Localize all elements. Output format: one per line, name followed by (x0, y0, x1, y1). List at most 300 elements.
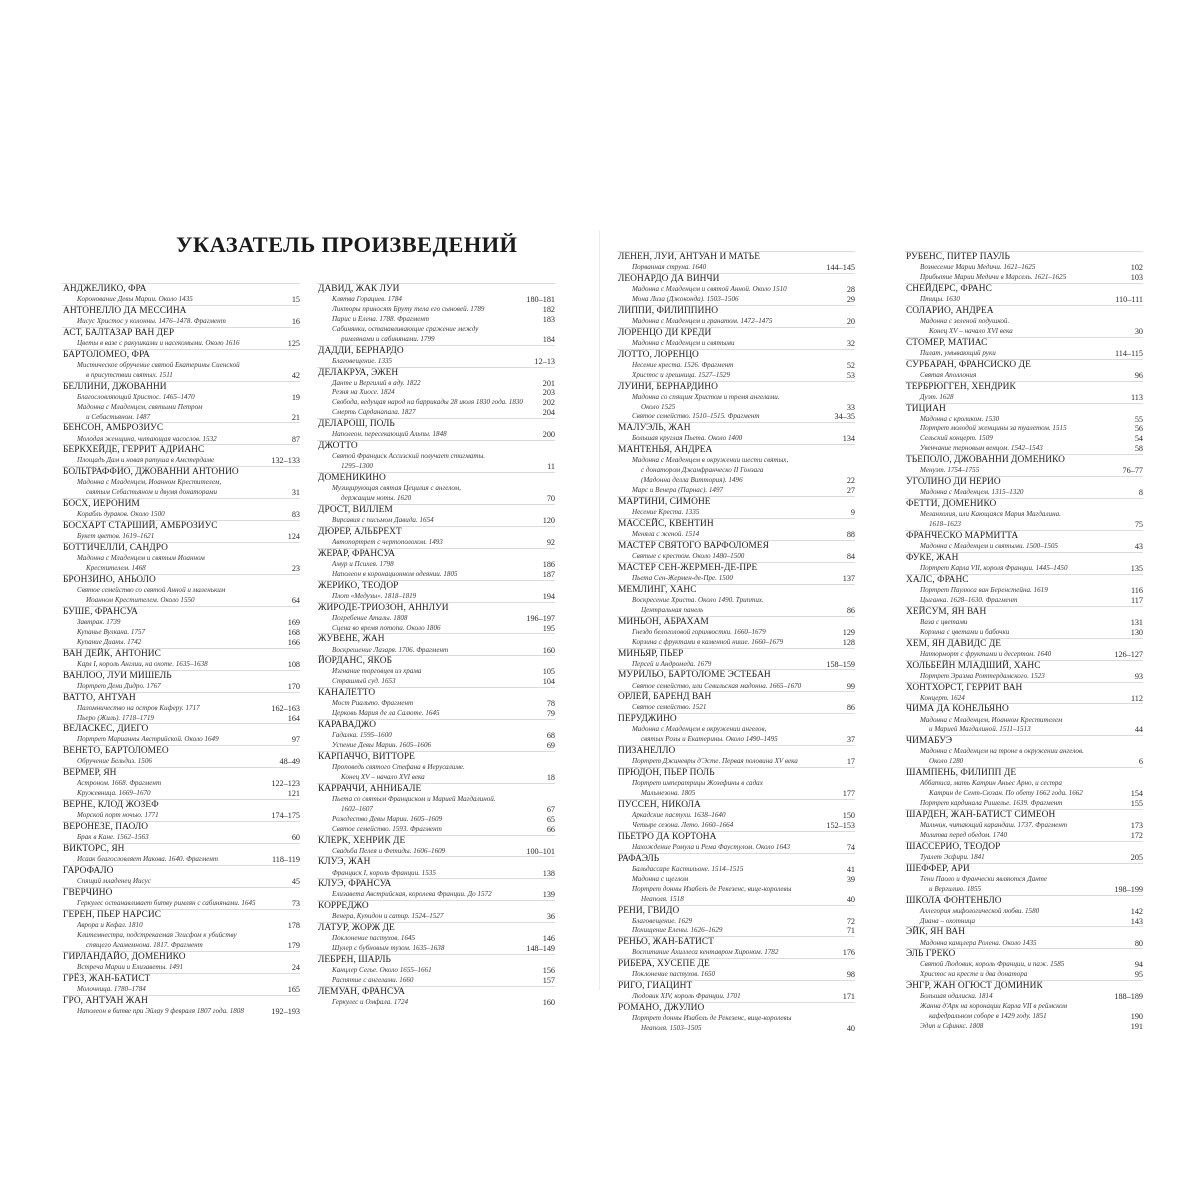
work-entry (317, 699, 555, 709)
page-number: 19 (291, 392, 300, 402)
work-title: Меланхолия, или Кающаяся Мария Магдалина. 1618–1623 (920, 510, 1061, 529)
page-number: 126–127 (1114, 649, 1143, 659)
page-number: 95 (1134, 970, 1143, 980)
work-entry (62, 435, 300, 445)
index-entry (617, 349, 855, 381)
work-title: Карл I, король Англии, на охоте. 1635–1638 (77, 659, 208, 668)
work-entry (62, 704, 300, 714)
index-entry (617, 584, 855, 616)
work-entry (617, 361, 855, 371)
work-title: Портрет Паулюса ван Беренстейна. 1619 (920, 585, 1048, 594)
work-entry (617, 992, 855, 1002)
index-entry (317, 526, 555, 548)
work-title: Коронование Девы Марии. Около 1435 (77, 295, 193, 304)
index-entry (905, 552, 1143, 574)
artist-name: БУШЕ, ФРАНСУА (62, 606, 300, 618)
page-number: 56 (1134, 424, 1143, 434)
index-entry (617, 562, 855, 584)
work-entry (617, 917, 855, 927)
artist-name: ГВЕРЧИНО (62, 887, 300, 899)
work-entry (617, 948, 855, 958)
artist-name: ФЕТТИ, ДОМЕНИКО (905, 498, 1143, 510)
work-entry (617, 371, 855, 381)
page-number: 120 (542, 515, 555, 525)
index-entry (62, 843, 300, 865)
artist-name: СУРБАРАН, ФРАНСИСКО ДЕ (905, 359, 1143, 371)
page-number: 180–181 (526, 295, 555, 305)
page-number: 78 (546, 699, 555, 709)
work-title: Страшный суд. 1653 (332, 677, 396, 686)
index-entry (905, 337, 1143, 359)
artist-name: ЖИРОДЕ-ТРИОЗОН, АННЛУИ (317, 602, 555, 614)
index-entry (317, 655, 555, 687)
artist-name: ЛЕМУАН, ФРАНСУА (317, 986, 555, 998)
index-entry (905, 841, 1143, 863)
work-title: Корабль дураков. Около 1500 (77, 510, 165, 519)
work-title: Мона Лиза (Джоконда). 1503–1506 (632, 294, 739, 303)
index-entry (317, 954, 555, 986)
page-number: 112 (1131, 693, 1143, 703)
work-entry (62, 478, 300, 498)
page-number: 131 (1130, 617, 1143, 627)
index-entry (317, 418, 555, 440)
page-number: 179 (287, 940, 300, 950)
work-entry (617, 821, 855, 831)
work-entry (617, 682, 855, 692)
page-number: 72 (846, 916, 855, 926)
index-entry (617, 327, 855, 349)
page-number: 204 (542, 408, 555, 418)
work-entry (317, 315, 555, 325)
work-entry (317, 592, 555, 602)
index-entry (62, 692, 300, 724)
page-number: 6 (1138, 757, 1143, 767)
page-number: 138 (542, 868, 555, 878)
index-entry (617, 273, 855, 305)
index-entry (62, 670, 300, 692)
artist-name: РОМАНО, ДЖУЛИО (617, 1002, 855, 1014)
index-entry (62, 767, 300, 799)
page-number: 79 (546, 709, 555, 719)
work-entry (905, 821, 1143, 831)
page-number: 11 (547, 462, 555, 472)
work-entry (317, 966, 555, 976)
page-number: 52 (846, 360, 855, 370)
work-title: Портрет Марианны Австрийской. Около 1649 (77, 735, 219, 744)
page-number: 160 (542, 998, 555, 1008)
artist-name: ХОНТХОРСТ, ГЕРРИТ ВАН (905, 682, 1143, 694)
index-entry (317, 687, 555, 719)
work-entry (62, 735, 300, 745)
page-number: 176 (842, 948, 855, 958)
artist-name: КЛУЭ, ФРАНСУА (317, 878, 555, 890)
page-number: 86 (846, 605, 855, 615)
artist-name: ШЕФФЕР, АРИ (905, 863, 1143, 875)
work-title: Погребение Аталы. 1808 (332, 613, 408, 622)
work-title: Портрет Карла VII, короля Франции. 1445–1450 (920, 563, 1068, 572)
artist-name: ДЕЛАРОШ, ПОЛЬ (317, 418, 555, 430)
work-title: Геркулес и Омфала. 1724 (332, 998, 409, 1007)
page-number: 84 (846, 551, 855, 561)
work-entry (617, 1014, 855, 1034)
page-number: 191 (1130, 1022, 1143, 1032)
index-entry (905, 682, 1143, 704)
index-entry (317, 986, 555, 1008)
page-number: 28 (846, 285, 855, 294)
work-entry (62, 811, 300, 821)
work-title: Морской порт ночью. 1771 (77, 811, 159, 820)
page-number: 17 (846, 757, 855, 767)
page-number: 108 (287, 659, 300, 669)
artist-name: ДЮРЕР, АЛЬБРЕХТ (317, 526, 555, 538)
page-number: 74 (846, 842, 855, 852)
artist-name: ОРЛЕЙ, БАРЕНД ВАН (617, 691, 855, 703)
work-title: Наполеон в битве при Эйлау 9 февраля 1807 года. 1808 (77, 1006, 244, 1015)
index-entry (62, 865, 300, 887)
work-title: Святые с крестом. Около 1480–1500 (632, 551, 745, 560)
artist-name: МИНЬОН, АБРАХАМ (617, 616, 855, 628)
page-number: 158–159 (826, 659, 855, 669)
page-number: 73 (291, 899, 300, 909)
work-title: Спящий младенец Иисус (77, 877, 151, 886)
artist-name: ГИРЛАНДАЙО, ДОМЕНИКО (62, 951, 300, 963)
work-entry (905, 444, 1143, 454)
work-title: Цыганка. 1628–1630. Фрагмент (920, 595, 1018, 604)
index-entry (617, 936, 855, 958)
index-entry (62, 422, 300, 444)
work-entry (905, 415, 1143, 425)
artist-name: БЕНСОН, АМБРОЗИУС (62, 422, 300, 434)
work-entry (617, 926, 855, 936)
work-entry (905, 542, 1143, 552)
work-title: Воскресение Христа. Около 1490. Триптих. Центральная панель (632, 595, 764, 614)
artist-name: ХЕЙСУМ, ЯН ВАН (905, 606, 1143, 618)
index-entry (62, 995, 300, 1017)
work-title: Аврора и Кефал. 1810 (77, 920, 143, 929)
page-number: 69 (546, 741, 555, 751)
work-entry (62, 921, 300, 931)
work-title: Портрет императрицы Жозефины в садах Мальмезона. 1805 (632, 779, 763, 798)
work-title: Людовик XIV, король Франции. 1701 (632, 992, 741, 1001)
work-entry (905, 273, 1143, 283)
work-entry (62, 456, 300, 466)
work-entry (905, 917, 1143, 927)
work-entry (905, 799, 1143, 809)
page-fold (599, 230, 600, 990)
artist-name: ВЕЛАСКЕС, ДИЕГО (62, 723, 300, 735)
page-number: 43 (1134, 542, 1143, 552)
work-title: Мадонна с Младенцем и святыми. 1500–1505 (920, 542, 1058, 551)
work-entry (617, 508, 855, 518)
artist-name: КАРАВАДЖО (317, 719, 555, 731)
work-title: Пьета со святым Франциском и Марией Магдалиной. 1602–1607 (332, 794, 496, 813)
work-title: Пьета Сен-Жермен-де-Пре. 1500 (632, 573, 733, 582)
artist-name: МАЛУЭЛЬ, ЖАН (617, 422, 855, 434)
work-entry (317, 614, 555, 624)
work-title: Паломничество на остров Киферу. 1717 (77, 703, 200, 712)
artist-name: ФРАНЧЕСКО МАРМИТТА (905, 530, 1143, 542)
work-title: Поклонение пастухов. 1650 (632, 970, 716, 979)
work-title: Мадонна с Младенцем на троне в окружении ангелов. Около 1280 (920, 747, 1084, 766)
page-number: 155 (1130, 799, 1143, 809)
page-number: 58 (1134, 444, 1143, 454)
work-title: Диана – охотница (920, 916, 976, 925)
work-entry (62, 855, 300, 865)
page-number: 24 (291, 962, 300, 972)
work-title: Святое семейство. 1510–1515. Фрагмент (632, 412, 760, 421)
page-number: 40 (846, 894, 855, 904)
work-title: Меняла с женой. 1514 (632, 529, 700, 538)
work-title: Жанна д'Арк на коронации Карла VII в реймском кафедральном соборе в 1429 году. 1851 (920, 1002, 1067, 1021)
work-title: Мадонна с Младенцем. 1315–1320 (920, 488, 1024, 497)
work-entry (62, 628, 300, 638)
artist-name: ЭНГР, ЖАН ОГЮСТ ДОМИНИК (905, 980, 1143, 992)
work-entry (617, 811, 855, 821)
work-entry (62, 361, 300, 381)
work-entry (905, 371, 1143, 381)
work-entry (617, 574, 855, 584)
artist-name: ТЕРБРЮГГЕН, ХЕНДРИК (905, 381, 1143, 393)
page-number: 93 (1134, 671, 1143, 681)
index-entry (62, 574, 300, 606)
work-entry (905, 970, 1143, 980)
work-entry (317, 825, 555, 835)
page-number: 102 (1130, 263, 1143, 273)
index-entry (617, 648, 855, 670)
page-number: 157 (542, 976, 555, 986)
work-title: Автопортрет с чертополохом. 1493 (332, 537, 443, 546)
work-title: Венера, Купидон и сатир. 1524–1527 (332, 912, 444, 921)
index-entry (62, 305, 300, 327)
work-title: Христос и грешница. 1527–1529 (632, 370, 731, 379)
work-title: Обручение Бельдиз. 1506 (77, 757, 152, 766)
work-entry (317, 560, 555, 570)
page-number: 92 (546, 537, 555, 547)
work-entry (62, 339, 300, 349)
page-number: 198–199 (1114, 884, 1143, 894)
page-number: 148–149 (526, 944, 555, 954)
work-entry (317, 741, 555, 751)
work-entry (617, 486, 855, 496)
index-entry (905, 926, 1143, 948)
page-number: 117 (1131, 595, 1143, 605)
work-title: Франциск I, король Франции. 1535 (332, 868, 436, 877)
work-title: Мадонна с Младенцем и гранатом. 1472–1475 (632, 316, 773, 325)
work-title: Наполеон, пересекающий Альпы. 1848 (332, 430, 447, 439)
artist-name: БЕРКХЕЙДЕ, ГЕРРИТ АДРИАНС (62, 444, 300, 456)
work-title: Молитва перед обедом. 1740 (920, 830, 1007, 839)
artist-name: ГРЁЗ, ЖАН-БАТИСТ (62, 973, 300, 985)
page-number: 40 (846, 1024, 855, 1034)
work-entry (317, 379, 555, 389)
work-title: Персей и Андромеда. 1679 (632, 659, 712, 668)
work-entry (905, 992, 1143, 1002)
work-entry (317, 408, 555, 418)
artist-name: МАСТЕР СЕН-ЖЕРМЕН-ДЕ-ПРЕ (617, 562, 855, 574)
work-title: Свобода, ведущая народ на баррикады 28 июля 1830 года. 1830 (332, 398, 523, 407)
page-number: 173 (1130, 820, 1143, 830)
work-entry (617, 263, 855, 273)
work-title: Четыре сезона. Лето. 1660–1664 (632, 820, 734, 829)
work-entry (317, 570, 555, 580)
artist-name: ЛЕОНАРДО ДА ВИНЧИ (617, 273, 855, 285)
page-number: 33 (846, 402, 855, 412)
work-title: Елизавета Австрийская, королева Франции. До 1572 (332, 890, 492, 899)
index-entry (905, 660, 1143, 682)
page-number: 124 (287, 532, 300, 542)
page-number: 8 (1138, 488, 1143, 498)
work-title: Мадонна с кроликом. 1530 (920, 414, 1000, 423)
page-number: 68 (546, 731, 555, 741)
page-number: 67 (546, 804, 555, 814)
artist-name: СТОМЕР, МАТИАС (905, 337, 1143, 349)
work-title: Тени Паоло и Франчески являются Данте и Вергилию. 1855 (920, 874, 1048, 893)
artist-name: АНТОНЕЛЛО ДА МЕССИНА (62, 305, 300, 317)
work-title: Портрет донны Изабель де Рекезенс, вице-королевы Неаполя. 1518 (632, 884, 792, 903)
work-title: Пьеро (Жиль). 1718–1719 (77, 713, 154, 722)
index-entry (317, 856, 555, 878)
work-entry (62, 899, 300, 909)
work-entry (617, 703, 855, 713)
work-title: Рождество Девы Марии. 1605–1609 (332, 814, 443, 823)
work-entry (905, 1022, 1143, 1032)
work-title: Натюрморт с фруктами и десертом. 1640 (920, 649, 1052, 658)
artist-name: МЕМЛИНГ, ХАНС (617, 584, 855, 596)
work-entry (617, 885, 855, 905)
work-title: Клятва Горациев. 1784 (332, 295, 402, 304)
page-number: 118–119 (271, 855, 300, 865)
index-entry (905, 381, 1143, 403)
work-entry (317, 646, 555, 656)
page-number: 66 (546, 824, 555, 834)
work-title: Ликторы приносят Бруту тела его сыновей. 1789 (332, 304, 485, 313)
work-entry (62, 714, 300, 724)
page-number: 27 (846, 486, 855, 496)
page-number: 152–153 (826, 820, 855, 830)
page-number: 114–115 (1114, 348, 1143, 358)
artist-name: ВЕРМЕР, ЯН (62, 767, 300, 779)
work-entry (317, 677, 555, 687)
work-title: Вознесение Марии Медичи. 1621–1625 (920, 263, 1036, 272)
work-entry (617, 757, 855, 767)
page-number: 130 (1130, 627, 1143, 637)
work-title: Несение Креста. 1335 (632, 508, 700, 517)
index-entry (905, 574, 1143, 606)
artist-name: ДОМЕНИКИНО (317, 472, 555, 484)
work-entry (317, 709, 555, 719)
index-entry (905, 895, 1143, 927)
work-entry (317, 667, 555, 677)
artist-name: ДЖОТТО (317, 440, 555, 452)
work-title: Геркулес останавливает битву римлян с сабинянами. 1645 (77, 899, 256, 908)
work-entry (62, 757, 300, 767)
page-number: 60 (291, 833, 300, 843)
work-entry (905, 716, 1143, 736)
work-title: Свадьба Пелея и Фетиды. 1606–1609 (332, 846, 446, 855)
work-entry (62, 682, 300, 692)
index-entry (617, 980, 855, 1002)
work-entry (317, 890, 555, 900)
work-entry (317, 430, 555, 440)
page-number: 44 (1134, 725, 1143, 735)
work-entry (905, 694, 1143, 704)
artist-name: РУБЕНС, ПИТЕР ПАУЛЬ (905, 251, 1143, 263)
index-entry (317, 922, 555, 954)
page-number: 80 (1134, 938, 1143, 948)
work-entry (62, 510, 300, 520)
work-title: Мадонна с Младенцем и святой Анной. Около 1510 (632, 285, 787, 293)
artist-name: СОЛАРИО, АНДРЕА (905, 305, 1143, 317)
page-number: 103 (1130, 272, 1143, 282)
work-entry (617, 285, 855, 295)
page-number: 86 (846, 703, 855, 713)
artist-name: ЙОРДАНС, ЯКОБ (317, 655, 555, 667)
work-entry (905, 650, 1143, 660)
artist-name: ПИЗАНЕЛЛО (617, 745, 855, 757)
page-number: 37 (846, 735, 855, 745)
work-title: Святой Франциск Ассизский получает стигматы. 1295–1300 (332, 452, 486, 471)
artist-name: ПЕРУДЖИНО (617, 713, 855, 725)
work-entry (905, 907, 1143, 917)
artist-name: АСТ, БАЛТАЗАР ВАН ДЕР (62, 327, 300, 339)
work-title: Птицы. 1630 (920, 294, 960, 303)
artist-name: ЖУВЕНЕ, ЖАН (317, 633, 555, 645)
page-number: 116 (1131, 585, 1143, 595)
work-title: Проповедь святого Стефана в Иерусалиме. Конец XV – начало XVI века (332, 763, 465, 781)
artist-name: КАРРАЧЧИ, АННИБАЛЕ (317, 783, 555, 795)
work-entry (62, 295, 300, 305)
index-entry (62, 821, 300, 843)
work-entry (905, 393, 1143, 403)
artist-name: ЛЕНЕН, ЛУИ, АНТУАН И МАТЬЕ (617, 251, 855, 263)
work-title: Наполеон в коронационном одеянии. 1805 (332, 569, 458, 578)
index-entry (317, 548, 555, 580)
artist-name: ДАДДИ, БЕРНАРДО (317, 345, 555, 357)
work-entry (905, 424, 1143, 434)
index-entry (905, 498, 1143, 530)
page-number: 144–145 (826, 263, 855, 273)
index-entry (317, 783, 555, 835)
page-number: 39 (846, 874, 855, 884)
work-title: Портрет Эразма Роттердамского. 1523 (920, 671, 1045, 680)
page-number: 16 (291, 317, 300, 326)
work-title: Дуэт. 1628 (920, 392, 954, 401)
page-number: 132–133 (271, 456, 300, 466)
work-entry (317, 452, 555, 472)
index-entry (62, 951, 300, 973)
artist-name: ЛОТТО, ЛОРЕНЦО (617, 349, 855, 361)
index-entry (905, 403, 1143, 455)
work-title: Молочница. 1780–1784 (77, 984, 146, 993)
work-entry (905, 317, 1143, 337)
work-entry (62, 833, 300, 843)
artist-name: ВАНЛОО, ЛУИ МИШЕЛЬ (62, 670, 300, 682)
work-entry (617, 393, 855, 413)
work-entry (617, 339, 855, 349)
work-title: Святое семейство, или Севильская мадонна. 1665–1670 (632, 681, 802, 690)
work-title: Нахождение Ромула и Рема Фаустулом. Около 1643 (632, 842, 791, 851)
work-title: Мистическое обручение святой Екатерины Сиенской в присутствии святых. 1511 (77, 360, 240, 379)
index-entry (62, 723, 300, 745)
index-entry (905, 530, 1143, 552)
work-title: Купанье Вулкана. 1757 (77, 627, 146, 636)
work-title: Плот «Медузы». 1818–1819 (332, 591, 417, 600)
index-entry (617, 905, 855, 937)
index-entry (617, 422, 855, 444)
index-entry (62, 973, 300, 995)
page-number: 75 (1134, 520, 1143, 530)
work-title: Порванная струна. 1640 (632, 263, 707, 272)
